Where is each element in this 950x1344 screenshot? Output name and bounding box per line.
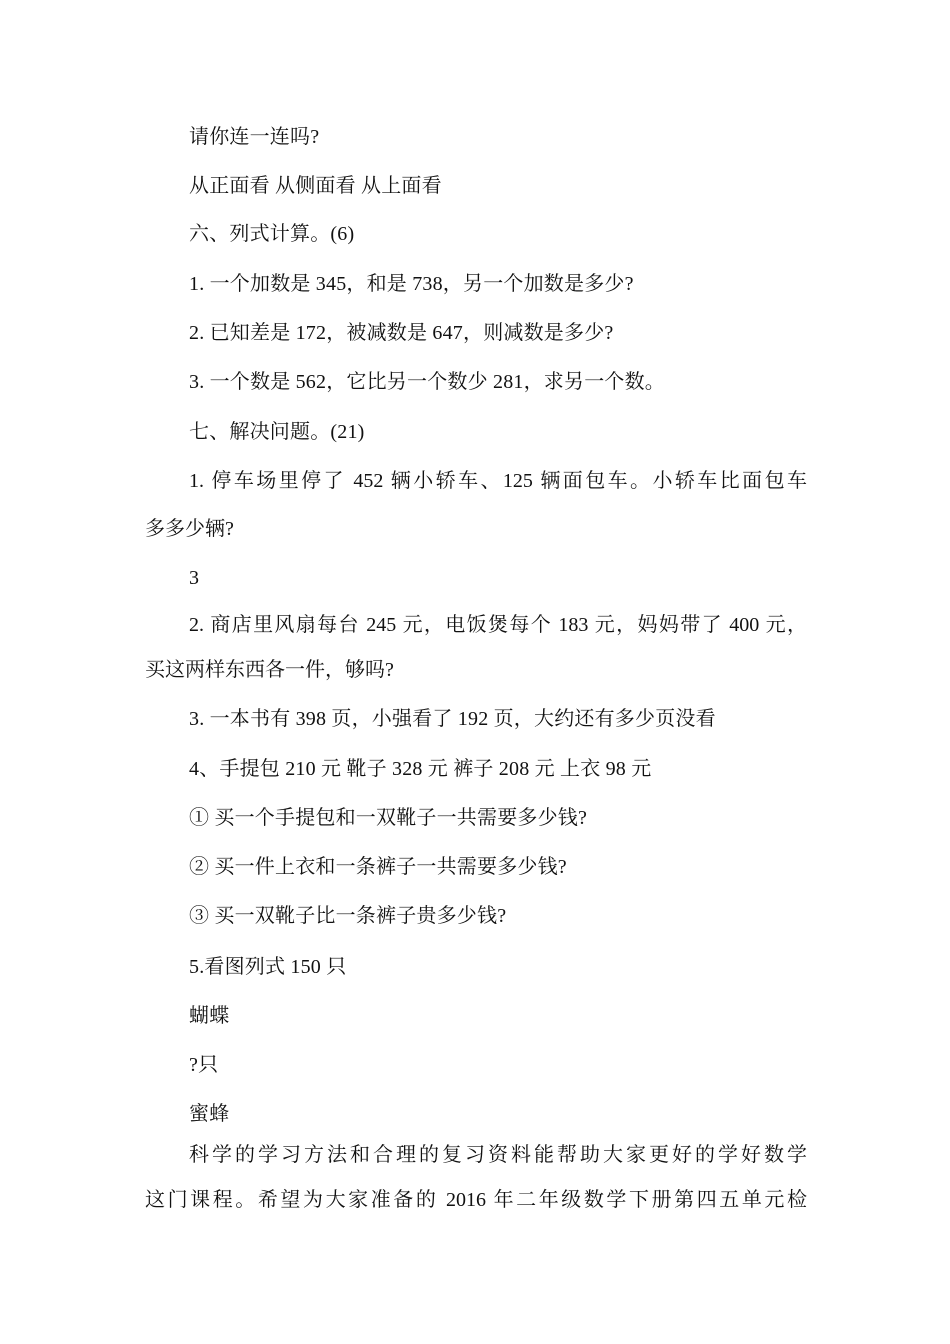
problem-4-sub-3: ③ 买一双靴子比一条裤子贵多少钱? xyxy=(189,905,507,927)
problem-4-sub-2: ② 买一件上衣和一条裤子一共需要多少钱? xyxy=(189,856,567,878)
problem-4-prices: 4、手提包 210 元 靴子 328 元 裤子 208 元 上衣 98 元 xyxy=(189,758,652,780)
calc-question-1: 1. 一个加数是 345，和是 738，另一个加数是多少? xyxy=(189,273,634,295)
problem-4-sub-1: ① 买一个手提包和一双靴子一共需要多少钱? xyxy=(189,807,588,829)
label-butterfly: 蝴蝶 xyxy=(189,1005,230,1027)
page-number: 3 xyxy=(189,567,200,589)
section-seven-heading: 七、解决问题。(21) xyxy=(189,421,365,443)
calc-question-2: 2. 已知差是 172，被减数是 647，则减数是多少? xyxy=(189,322,614,344)
section-six-heading: 六、列式计算。(6) xyxy=(189,223,355,245)
view-labels: 从正面看 从侧面看 从上面看 xyxy=(189,175,442,197)
problem-2-line-1: 2. 商店里风扇每台 245 元，电饭煲每个 183 元，妈妈带了 400 元， xyxy=(189,614,807,636)
calc-question-3: 3. 一个数是 562，它比另一个数少 281，求另一个数。 xyxy=(189,371,665,393)
instruction-connect: 请你连一连吗? xyxy=(189,126,320,148)
problem-1-line-1: 1. 停车场里停了 452 辆小轿车、125 辆面包车。小轿车比面包车 xyxy=(189,470,807,492)
problem-1-line-2: 多多少辆? xyxy=(145,518,234,540)
closing-paragraph-line-1: 科学的学习方法和合理的复习资料能帮助大家更好的学好数学 xyxy=(189,1144,807,1166)
problem-3: 3. 一本书有 398 页，小强看了 192 页，大约还有多少页没看 xyxy=(189,708,716,730)
problem-2-line-2: 买这两样东西各一件，够吗? xyxy=(145,659,394,681)
label-bee: 蜜蜂 xyxy=(189,1103,230,1125)
label-unknown-count: ?只 xyxy=(189,1054,219,1076)
problem-5-heading: 5.看图列式 150 只 xyxy=(189,956,347,978)
closing-paragraph-line-2: 这门课程。希望为大家准备的 2016 年二年级数学下册第四五单元检 xyxy=(145,1189,807,1211)
